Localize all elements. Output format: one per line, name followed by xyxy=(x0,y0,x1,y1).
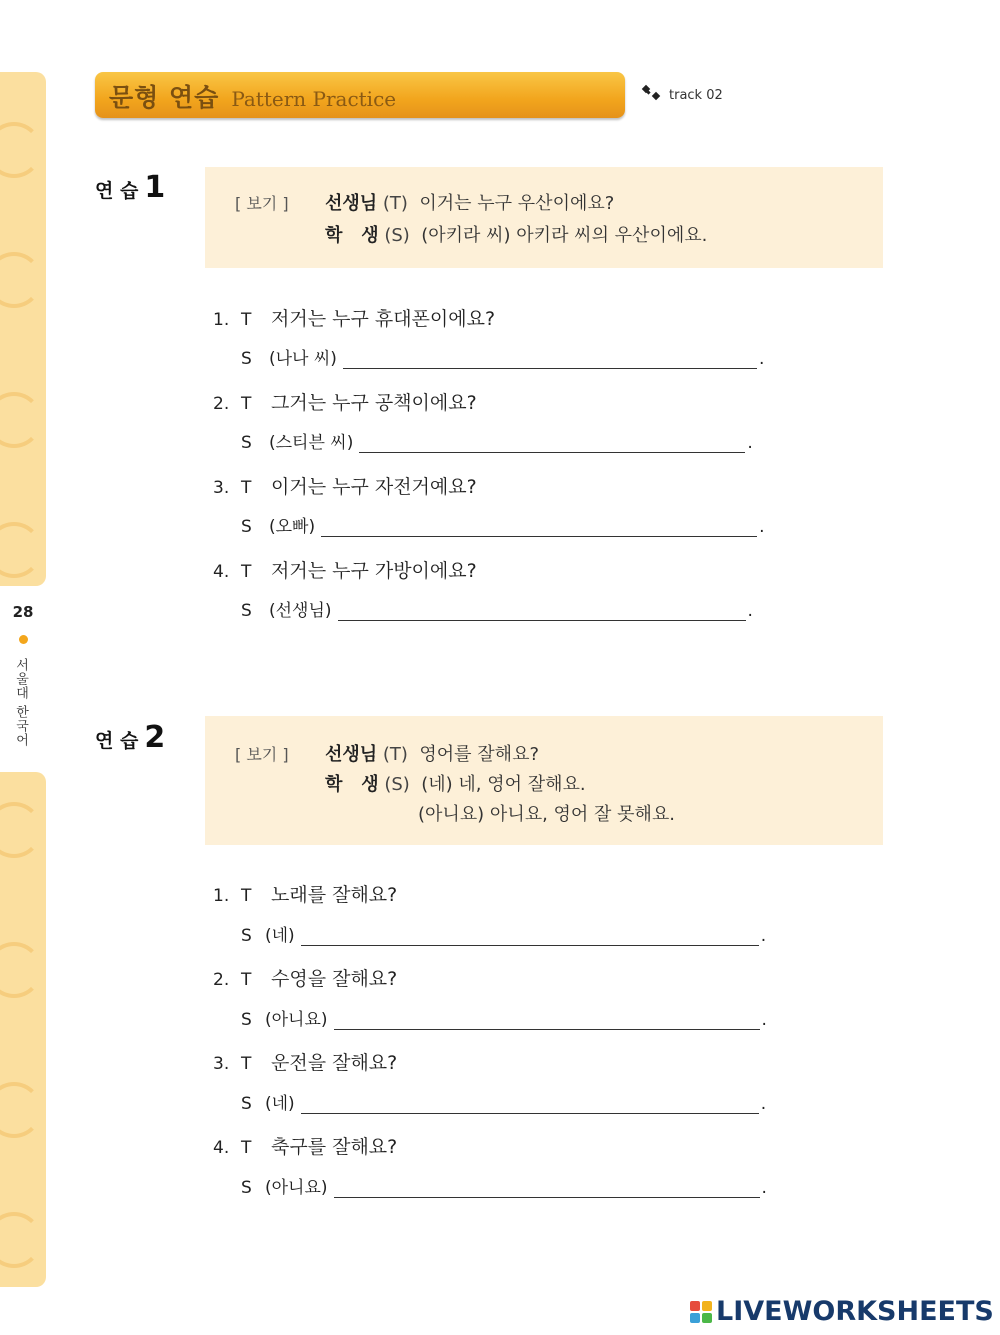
teacher-marker: T xyxy=(241,478,252,498)
book-title: 서울대 한국어 xyxy=(13,658,28,748)
answer-row xyxy=(241,1173,767,1198)
student-mark: (S) xyxy=(384,774,410,795)
example-teacher-line xyxy=(325,740,539,766)
teacher-marker: T xyxy=(241,394,252,414)
item-number: 2. xyxy=(213,394,230,414)
answer-period: . xyxy=(758,349,765,369)
section-label-text: 연 습 xyxy=(95,730,139,752)
answer-row xyxy=(241,921,766,946)
answer-input[interactable] xyxy=(321,516,757,537)
question-text: 이거는 누구 자전거예요? xyxy=(271,476,477,498)
answer-hint: (네) xyxy=(265,1094,295,1114)
swirl-ornament xyxy=(0,942,42,998)
swirl-ornament xyxy=(0,522,42,578)
student-marker: S xyxy=(241,349,252,369)
answer-row xyxy=(241,512,765,537)
student-role: 학 생 xyxy=(325,225,379,246)
question-text: 노래를 잘해요? xyxy=(271,884,398,906)
teacher-marker: T xyxy=(241,562,252,582)
header-banner xyxy=(95,72,625,118)
teacher-mark: (T) xyxy=(382,193,408,214)
answer-row xyxy=(241,344,764,369)
section-1-label xyxy=(95,170,165,205)
question-row xyxy=(213,472,477,499)
section-label-text: 연 습 xyxy=(95,180,139,202)
question-text: 그거는 누구 공책이에요? xyxy=(271,392,477,414)
answer-input[interactable] xyxy=(301,925,759,946)
answer-period: . xyxy=(747,433,753,453)
answer-input[interactable] xyxy=(334,1009,760,1030)
answer-input[interactable] xyxy=(338,600,746,621)
answer-hint: (오빠) xyxy=(269,517,316,537)
swirl-ornament xyxy=(0,392,42,448)
student-marker: S xyxy=(241,1178,252,1198)
teacher-marker: T xyxy=(241,1138,252,1158)
teacher-marker: T xyxy=(241,970,252,990)
section-number: 1 xyxy=(144,170,166,205)
swirl-ornament xyxy=(0,122,42,178)
swirl-ornament xyxy=(0,1212,42,1268)
question-row xyxy=(213,304,495,331)
example-student-line xyxy=(325,770,586,796)
question-row xyxy=(213,964,397,991)
teacher-role: 선생님 xyxy=(325,193,378,214)
question-row xyxy=(213,1132,397,1159)
item-number: 3. xyxy=(213,1054,230,1074)
section-number: 2 xyxy=(144,720,166,755)
student-marker: S xyxy=(241,601,252,621)
answer-period: . xyxy=(760,1094,767,1114)
answer-hint: (스티븐 씨) xyxy=(269,433,354,453)
question-text: 수영을 잘해요? xyxy=(271,968,398,990)
student-marker: S xyxy=(241,1010,252,1030)
answer-hint: (네) xyxy=(265,926,295,946)
student-marker: S xyxy=(241,517,252,537)
item-number: 2. xyxy=(213,970,230,990)
audio-track[interactable] xyxy=(641,82,723,108)
question-row xyxy=(213,880,397,907)
answer-period: . xyxy=(747,601,753,621)
swirl-ornament xyxy=(0,1082,42,1138)
answer-period: . xyxy=(759,517,765,537)
answer-input[interactable] xyxy=(359,432,745,453)
answer-row xyxy=(241,596,753,621)
example-student-line xyxy=(325,221,707,247)
page-number: 28 xyxy=(12,603,34,621)
student-mark: (S) xyxy=(384,225,410,246)
example-student-line-2: (아니요) 아니요, 영어 잘 못해요. xyxy=(418,804,676,825)
question-text: 저거는 누구 가방이에요? xyxy=(271,560,477,582)
swirl-ornament xyxy=(0,802,42,858)
teacher-mark: (T) xyxy=(382,744,408,765)
question-row xyxy=(213,556,477,583)
answer-hint: (선생님) xyxy=(269,601,332,621)
student-text: (아키라 씨) 아키라 씨의 우산이에요. xyxy=(421,225,708,246)
watermark-text: LIVEWORKSHEETS xyxy=(716,1296,994,1327)
section-2-label xyxy=(95,720,165,755)
student-role: 학 생 xyxy=(325,774,379,795)
side-decoration-bottom xyxy=(0,772,46,1287)
answer-hint: (아니요) xyxy=(265,1010,328,1030)
teacher-role: 선생님 xyxy=(325,744,378,765)
answer-hint: (나나 씨) xyxy=(269,349,337,369)
banner-title-english: Pattern Practice xyxy=(231,87,397,111)
student-marker: S xyxy=(241,1094,252,1114)
answer-period: . xyxy=(761,1178,767,1198)
question-row xyxy=(213,1048,397,1075)
liveworksheets-logo xyxy=(690,1296,994,1327)
example-teacher-line xyxy=(325,189,614,215)
question-text: 저거는 누구 휴대폰이에요? xyxy=(271,308,496,330)
banner-title-korean: 문형 연습 xyxy=(109,83,220,112)
question-row xyxy=(213,388,477,415)
track-label: track 02 xyxy=(669,87,723,103)
answer-period: . xyxy=(760,926,767,946)
item-number: 1. xyxy=(213,310,230,330)
side-decoration-top xyxy=(0,72,46,586)
teacher-text: 이거는 누구 우산이에요? xyxy=(419,193,615,214)
answer-input[interactable] xyxy=(301,1093,759,1114)
audio-track-icon xyxy=(641,83,665,107)
teacher-marker: T xyxy=(241,1054,252,1074)
bullet-dot-icon xyxy=(19,635,28,644)
answer-input[interactable] xyxy=(334,1177,760,1198)
item-number: 1. xyxy=(213,886,230,906)
teacher-text: 영어를 잘해요? xyxy=(419,744,540,765)
student-text: (네) 네, 영어 잘해요. xyxy=(421,774,586,795)
answer-period: . xyxy=(761,1010,767,1030)
answer-row xyxy=(241,1005,767,1030)
swirl-ornament xyxy=(0,252,42,308)
example-tag: [ 보기 ] xyxy=(235,194,289,213)
answer-input[interactable] xyxy=(343,348,757,369)
answer-row xyxy=(241,428,753,453)
student-marker: S xyxy=(241,926,252,946)
item-number: 3. xyxy=(213,478,230,498)
question-text: 축구를 잘해요? xyxy=(271,1136,398,1158)
answer-row xyxy=(241,1089,766,1114)
question-text: 운전을 잘해요? xyxy=(271,1052,398,1074)
teacher-marker: T xyxy=(241,886,252,906)
example-box-2 xyxy=(205,716,883,845)
example-box-1 xyxy=(205,167,883,268)
example-tag: [ 보기 ] xyxy=(235,745,289,764)
answer-hint: (아니요) xyxy=(265,1178,328,1198)
student-marker: S xyxy=(241,433,252,453)
item-number: 4. xyxy=(213,1138,230,1158)
liveworksheets-logo-icon xyxy=(690,1301,712,1323)
item-number: 4. xyxy=(213,562,230,582)
teacher-marker: T xyxy=(241,310,252,330)
